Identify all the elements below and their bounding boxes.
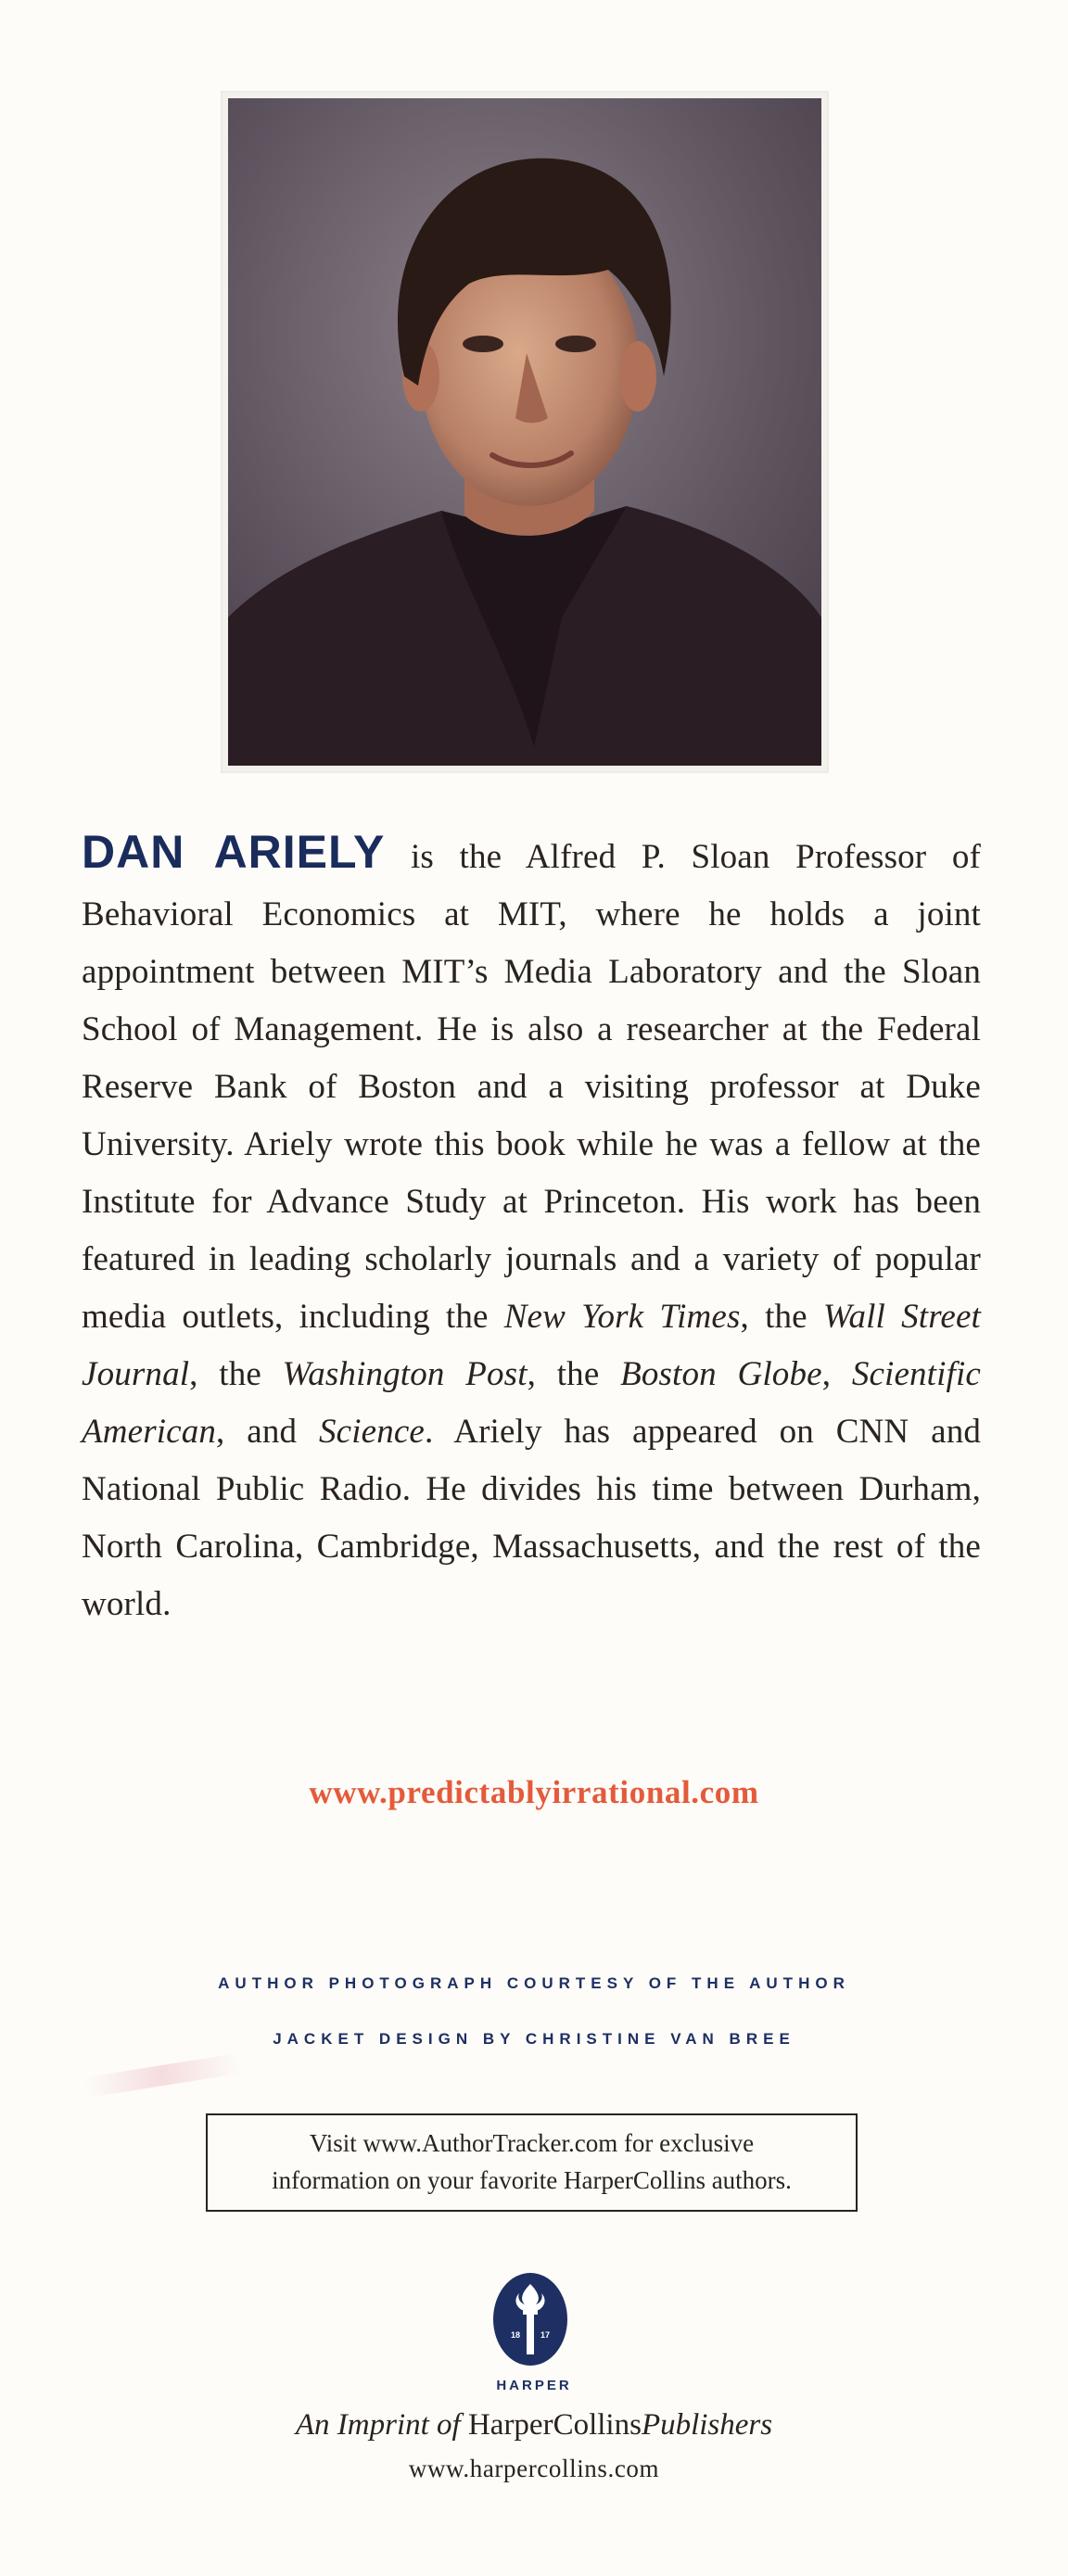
tracker-line-2: information on your favorite HarperCollins authors. <box>272 2166 792 2194</box>
bio-text: , the <box>527 1355 621 1393</box>
bio-italic-title: Scientific American <box>82 1355 981 1451</box>
imprint-prefix: An Imprint of <box>295 2408 468 2442</box>
bio-italic-title: Science <box>318 1413 426 1451</box>
bio-text: , the <box>740 1298 823 1336</box>
bio-text: is the Alfred P. Sloan Professor of Behavioral Economics at MIT, where he holds a joint appointment between MIT’s Media Laboratory and the Sloan School of Management. He is also a researcher at the Federal Reserve Bank of Boston and a visiting professor at Duke University. Ariely wrote this book while he was a fellow at the Institute for Advance Study at Princeton. His work has been featured in leading scholarly journals and a variety of popular media outlets, including the <box>82 838 981 1336</box>
author-photo <box>228 98 821 766</box>
bio-italic-title: New York Times <box>503 1298 741 1336</box>
logo-year-left: 18 <box>510 2330 521 2340</box>
tracker-line-1: Visit www.AuthorTracker.com for exclusive <box>309 2129 755 2157</box>
bio-italic-title: Boston Globe <box>620 1355 822 1393</box>
bio-text: , the <box>189 1355 283 1393</box>
bio-italic-title: Washington Post <box>282 1355 528 1393</box>
photo-credit: AUTHOR PHOTOGRAPH COURTESY OF THE AUTHOR <box>218 1974 850 1992</box>
author-tracker-box <box>206 2113 858 2212</box>
author-website-link[interactable]: www.predictablyirrational.com <box>309 1774 759 1810</box>
logo-year-right: 17 <box>540 2330 551 2340</box>
imprint-house: HarperCollins <box>467 2408 642 2442</box>
publisher-name: HARPER <box>496 2378 572 2393</box>
author-name: DAN ARIELY <box>82 826 386 878</box>
harper-torch-logo-icon <box>491 2271 569 2367</box>
print-smudge <box>83 2053 241 2098</box>
imprint-line <box>0 2405 1068 2445</box>
bio-text: . Ariely has appeared on CNN and National Public Radio. He divides his time between Durham, North Carolina, Cambridge, Massachusetts, and the rest of the world. <box>82 1413 981 1623</box>
bio-text: , and <box>216 1413 319 1451</box>
publisher-website-link[interactable]: www.harpercollins.com <box>408 2455 660 2482</box>
bio-italic-title: Wall Street Journal <box>82 1298 981 1393</box>
author-bio <box>82 823 981 1633</box>
author-photo-frame <box>222 93 827 771</box>
imprint-suffix: Publishers <box>641 2408 773 2442</box>
jacket-credit: JACKET DESIGN BY CHRISTINE VAN BREE <box>273 2030 795 2048</box>
bio-text: , <box>821 1355 852 1393</box>
